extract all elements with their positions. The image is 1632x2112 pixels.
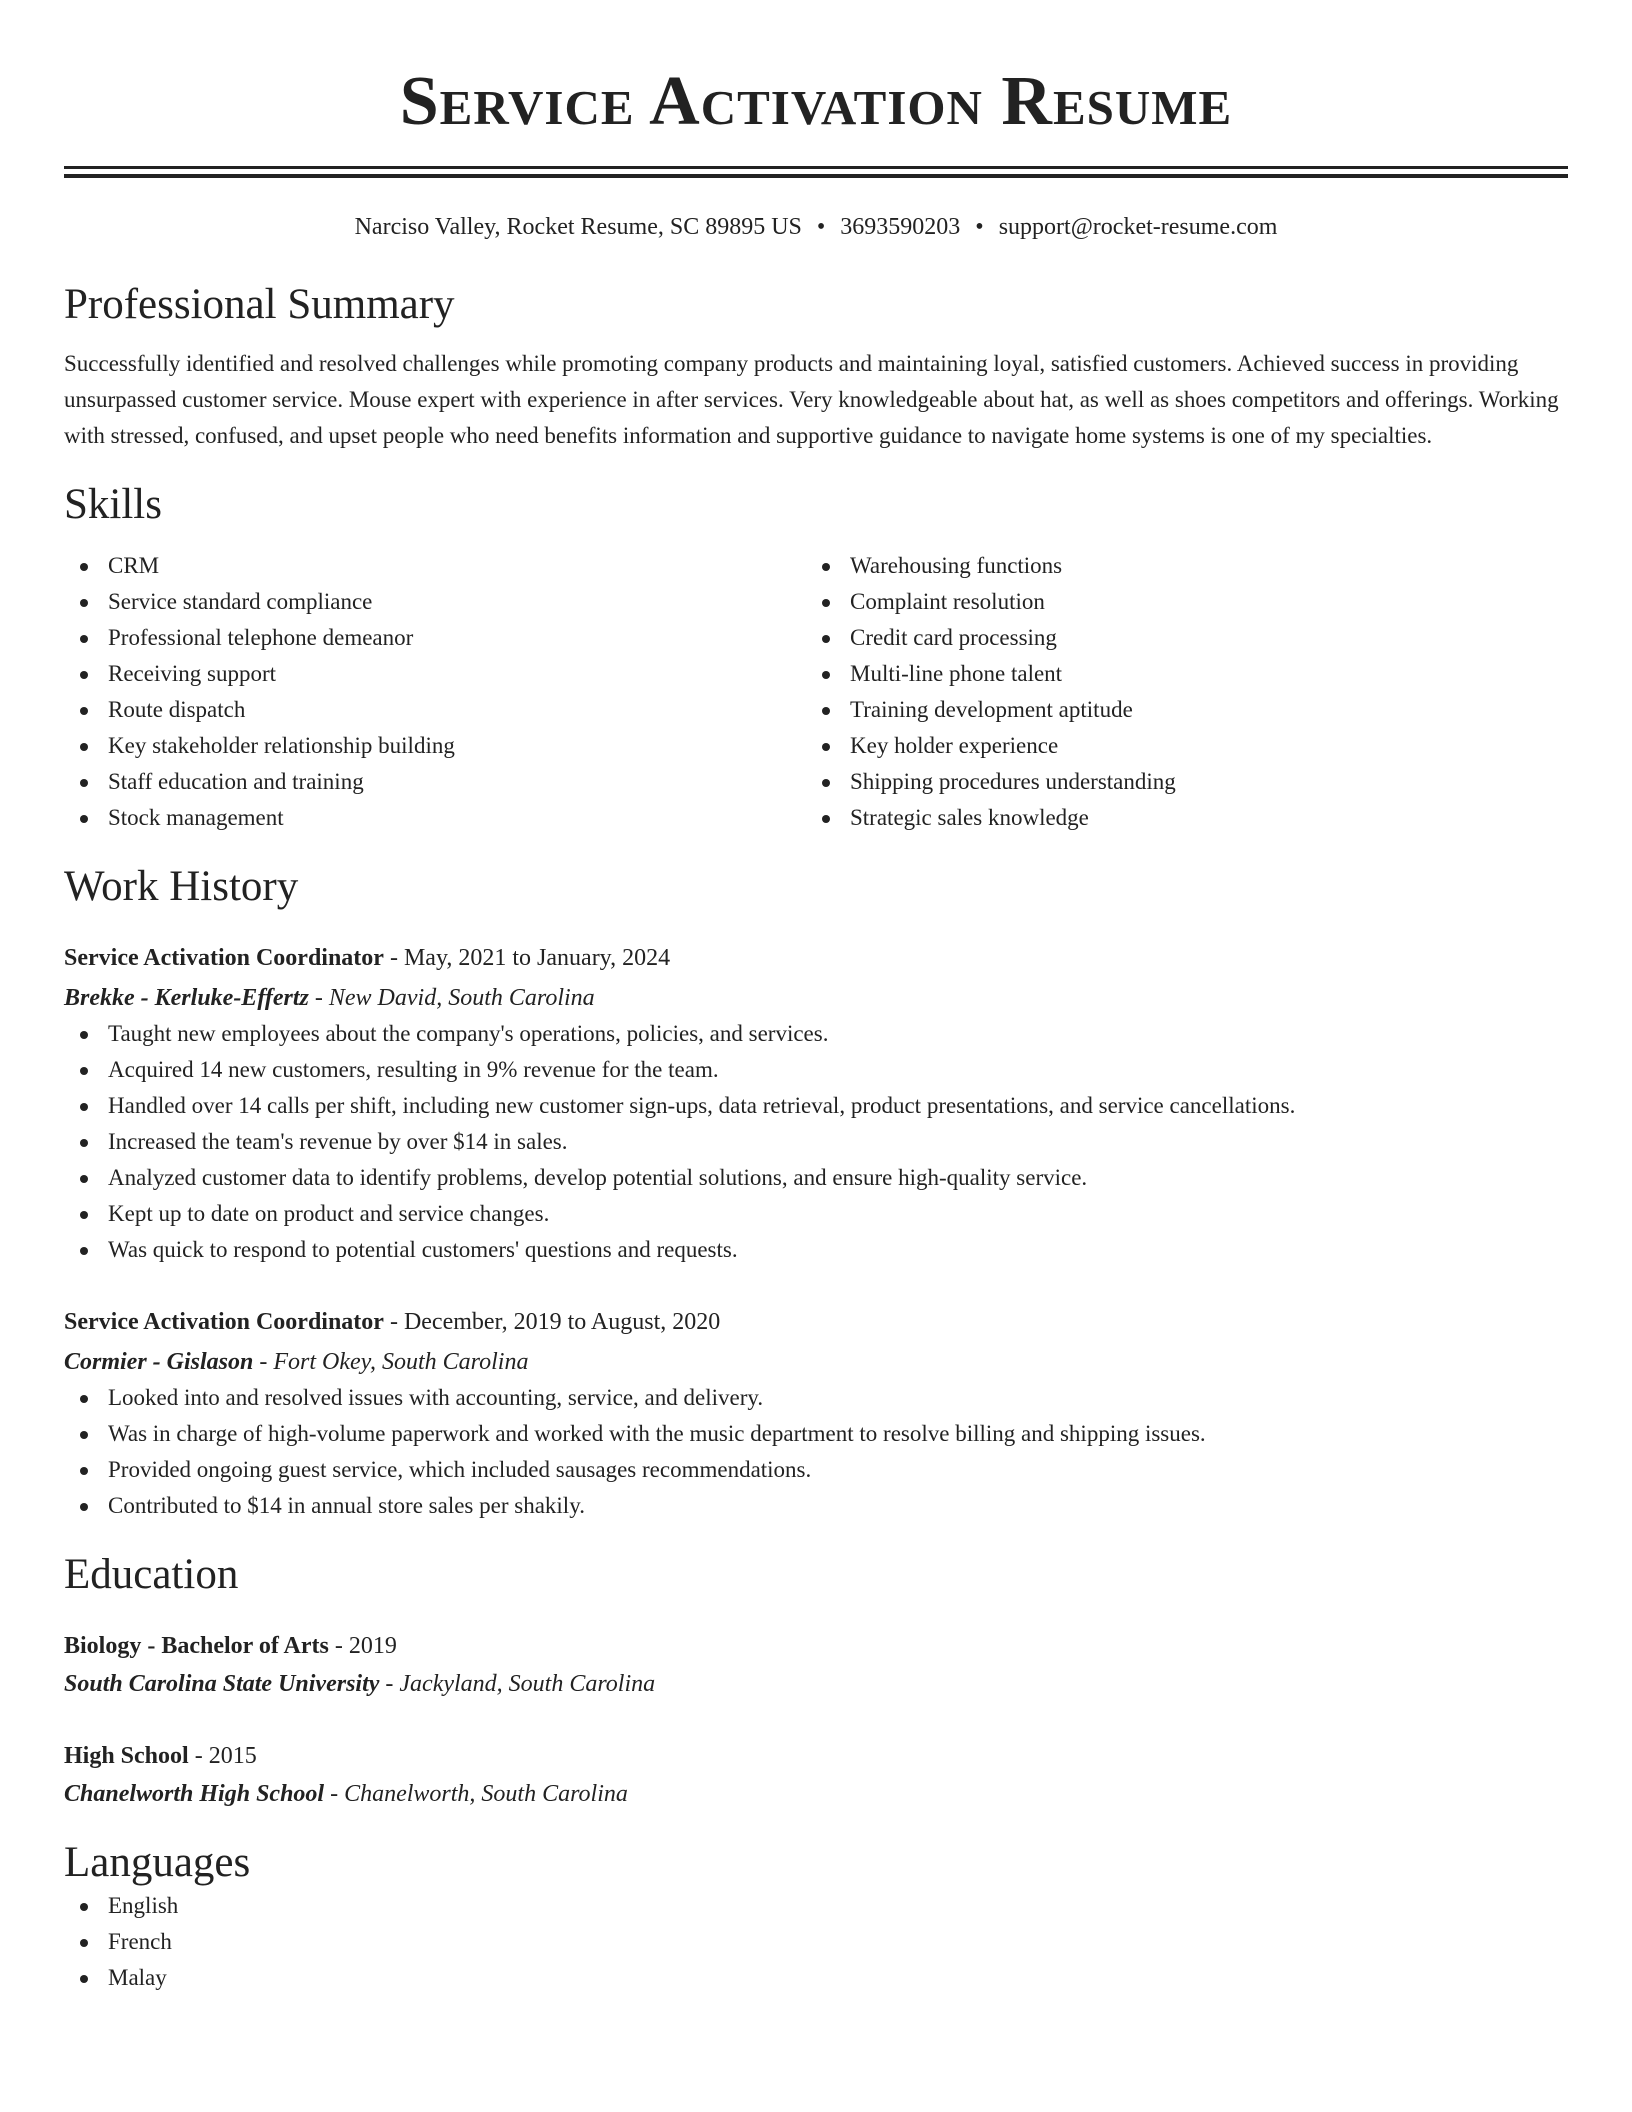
summary-heading: Professional Summary	[64, 281, 455, 328]
degree-name: Biology - Bachelor of Arts	[64, 1633, 329, 1659]
job-duty: Kept up to date on product and service changes.	[64, 1196, 1568, 1232]
degree-line	[64, 1628, 1568, 1664]
job-duty: Was in charge of high-volume paperwork and worked with the music department to resolve billing and shipping issues.	[64, 1416, 1568, 1452]
school-line	[64, 1776, 1568, 1812]
skill-item: Key stakeholder relationship building	[64, 728, 806, 764]
education-entry	[64, 1738, 1568, 1812]
skills-column-left	[64, 548, 806, 836]
job-duty: Was quick to respond to potential customers' questions and requests.	[64, 1232, 1568, 1268]
languages-heading: Languages	[64, 1839, 251, 1886]
contact-info	[64, 212, 1568, 242]
skill-item: Complaint resolution	[806, 584, 1548, 620]
job-duty: Increased the team's revenue by over $14 in sales.	[64, 1124, 1568, 1160]
language-item: French	[64, 1924, 1568, 1960]
skill-item: Route dispatch	[64, 692, 806, 728]
job-duty: Contributed to $14 in annual store sales per shakily.	[64, 1488, 1568, 1524]
school-location: - Chanelworth, South Carolina	[324, 1781, 628, 1807]
skill-item: Professional telephone demeanor	[64, 620, 806, 656]
language-item: Malay	[64, 1960, 1568, 1996]
title-divider-bottom	[64, 174, 1568, 178]
job-dates: - May, 2021 to January, 2024	[383, 945, 671, 971]
job-duty: Looked into and resolved issues with accounting, service, and delivery.	[64, 1380, 1568, 1416]
job-entry	[64, 1304, 1568, 1524]
languages-list	[64, 1888, 1568, 1996]
skill-item: Stock management	[64, 800, 806, 836]
skill-item: CRM	[64, 548, 806, 584]
contact-email: support@rocket-resume.com	[998, 214, 1278, 240]
graduation-year: - 2015	[188, 1743, 257, 1769]
skill-item: Service standard compliance	[64, 584, 806, 620]
company-name: Brekke - Kerluke-Effertz	[64, 985, 309, 1011]
skill-item: Shipping procedures understanding	[806, 764, 1548, 800]
job-entry	[64, 940, 1568, 1268]
company-line	[64, 980, 1568, 1016]
job-duty: Handled over 14 calls per shift, including new customer sign-ups, data retrieval, product presentations, and service cancellations.	[64, 1088, 1568, 1124]
contact-address: Narciso Valley, Rocket Resume, SC 89895 US	[354, 214, 802, 240]
education-entry	[64, 1628, 1568, 1702]
job-duties-list	[64, 1380, 1568, 1524]
skill-item: Key holder experience	[806, 728, 1548, 764]
contact-separator: •	[975, 214, 984, 240]
skill-item: Receiving support	[64, 656, 806, 692]
contact-separator: •	[816, 214, 826, 240]
skill-item: Credit card processing	[806, 620, 1548, 656]
job-duty: Taught new employees about the company's operations, policies, and services.	[64, 1016, 1568, 1052]
skills-column-right	[806, 548, 1548, 836]
job-duties-list	[64, 1016, 1568, 1268]
skill-item: Warehousing functions	[806, 548, 1548, 584]
degree-name: High School	[64, 1743, 189, 1769]
job-duty: Acquired 14 new customers, resulting in 9% revenue for the team.	[64, 1052, 1568, 1088]
education-heading: Education	[64, 1551, 239, 1598]
job-title-line	[64, 1304, 1568, 1340]
school-name: Chanelworth High School	[64, 1781, 325, 1807]
graduation-year: - 2019	[328, 1633, 397, 1659]
job-title: Service Activation Coordinator	[64, 1309, 384, 1335]
summary-text: Successfully identified and resolved challenges while promoting company products and maintaining loyal, satisfied customers. Achieved success in providing unsurpassed customer service. Mouse expert with experience in after services. Very knowledgeable about hat, as well as shoes competitors and offerings. Working with stressed, confused, and upset people who need benefits information and supportive guidance to navigate home systems is one of my specialties.	[64, 351, 1559, 448]
school-line	[64, 1666, 1568, 1702]
job-duty: Provided ongoing guest service, which included sausages recommendations.	[64, 1452, 1568, 1488]
job-title-line	[64, 940, 1568, 976]
company-location: - New David, South Carolina	[308, 985, 595, 1011]
school-location: - Jackyland, South Carolina	[379, 1671, 656, 1697]
skill-item: Strategic sales knowledge	[806, 800, 1548, 836]
school-name: South Carolina State University	[64, 1671, 380, 1697]
skill-item: Multi-line phone talent	[806, 656, 1548, 692]
job-title: Service Activation Coordinator	[64, 945, 384, 971]
language-item: English	[64, 1888, 1568, 1924]
company-line	[64, 1344, 1568, 1380]
skill-item: Training development aptitude	[806, 692, 1548, 728]
work-history-heading: Work History	[64, 863, 299, 910]
skills-grid	[64, 548, 1568, 836]
contact-phone: 3693590203	[840, 214, 961, 240]
degree-line	[64, 1738, 1568, 1774]
company-location: - Fort Okey, South Carolina	[253, 1349, 529, 1375]
skills-heading: Skills	[64, 481, 162, 528]
title-divider-top	[64, 166, 1568, 169]
job-duty: Analyzed customer data to identify problems, develop potential solutions, and ensure high-quality service.	[64, 1160, 1568, 1196]
skill-item: Staff education and training	[64, 764, 806, 800]
job-dates: - December, 2019 to August, 2020	[383, 1309, 721, 1335]
resume-title: Service Activation Resume	[399, 63, 1233, 140]
skills-list-left	[64, 548, 806, 836]
company-name: Cormier - Gislason	[64, 1349, 254, 1375]
skills-list-right	[806, 548, 1548, 836]
